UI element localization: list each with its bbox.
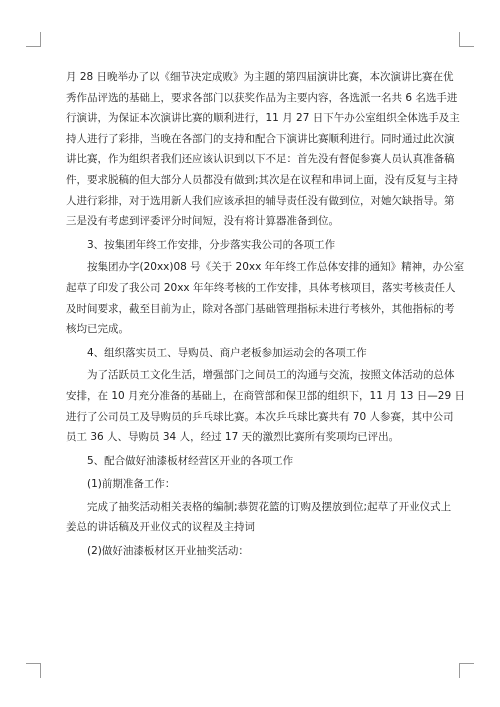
text-line: 员工 36 人、导购员 34 人，经过 17 天的激烈比赛所有奖项均已评出。 xyxy=(66,431,400,444)
text-line: 及时间要求，截至目前为止，除对各部门基础管理指标未进行考核外，其他指标的考 xyxy=(66,302,455,315)
text-line: 三是没有考虑到评委评分时间短，没有将计算器准备到位。 xyxy=(66,215,339,228)
crop-mark-top-left xyxy=(26,32,41,47)
text-line: 件，要求脱稿的但大部分人员都没有做到;其次是在议程和串词上面，没有反复与主持 xyxy=(66,173,459,186)
text-line: 持人进行了彩排，当晚在各部门的支持和配合下演讲比赛顺利进行。同时通过此次演 xyxy=(66,132,455,145)
section-heading xyxy=(66,451,446,472)
text-line: 月 28 日晚举办了以《细节决定成败》为主题的第四届演讲比赛，本次演讲比赛在优 xyxy=(66,71,454,83)
text-line: (1)前期准备工作： xyxy=(87,478,176,491)
body-paragraph xyxy=(66,497,452,538)
text-line: 5、配合做好油漆板材经营区开业的各项工作 xyxy=(87,454,294,467)
text-line: 3、按集团年终工作安排，分步落实我公司的各项工作 xyxy=(87,238,336,251)
body-paragraph xyxy=(66,257,465,339)
crop-mark-bottom-right xyxy=(459,663,474,678)
section-heading xyxy=(66,474,446,495)
body-paragraph xyxy=(66,67,460,232)
text-line: 进行了公司员工及导购员的乒乓球比赛。本次乒乓球比赛共有 70 人参赛，其中公司 xyxy=(66,410,454,423)
text-line: 完成了抽奖活动相关表格的编制;恭贺花篮的订购及摆放到位;起草了开业仪式上 xyxy=(87,500,452,513)
text-line: 讲比赛，作为组织者我们还应该认识到以下不足：首先没有督促参赛人员认真准备稿 xyxy=(66,153,455,166)
section-heading xyxy=(66,541,446,562)
document-body xyxy=(66,67,465,564)
text-line: 4、组织落实员工、导购员、商户老板参加运动会的各项工作 xyxy=(87,346,367,359)
text-line: 按集团办字(20xx)08 号《关于 20xx 年年终工作总体安排的通知》精神，办公室 xyxy=(87,261,465,274)
body-paragraph xyxy=(66,365,465,447)
crop-mark-bottom-left xyxy=(26,663,41,678)
text-line: 安排，在 10 月充分准备的基础上，在商管部和保卫部的组织下，11 月 13 日—29 日 xyxy=(66,389,465,402)
text-line: 姜总的讲话稿及开业仪式的议程及主持词 xyxy=(66,521,255,534)
text-line: 人进行彩排，对于选用新人我们应该承担的辅导责任没有做到位，对她欠缺指导。第 xyxy=(66,194,455,207)
text-line: 为了活跃员工文化生活，增强部门之间员工的沟通与交流，按照文体活动的总体 xyxy=(87,369,455,382)
text-line: (2)做好油漆板材区开业抽奖活动： xyxy=(87,545,249,558)
section-heading xyxy=(66,235,446,256)
section-heading xyxy=(66,343,446,364)
text-line: 起草了印发了我公司 20xx 年年终考核的工作安排，具体考核项目，落实考核责任人 xyxy=(66,281,456,294)
text-line: 核均已完成。 xyxy=(66,323,129,336)
text-line: 行演讲，为保证本次演讲比赛的顺利进行，11 月 27 日下午办公室组织全体选手及主 xyxy=(66,112,460,125)
text-line: 秀作品评选的基础上，要求各部门以获奖作品为主要内容，各选派一名共 6 名选手进 xyxy=(66,91,458,104)
crop-mark-top-right xyxy=(459,32,474,47)
